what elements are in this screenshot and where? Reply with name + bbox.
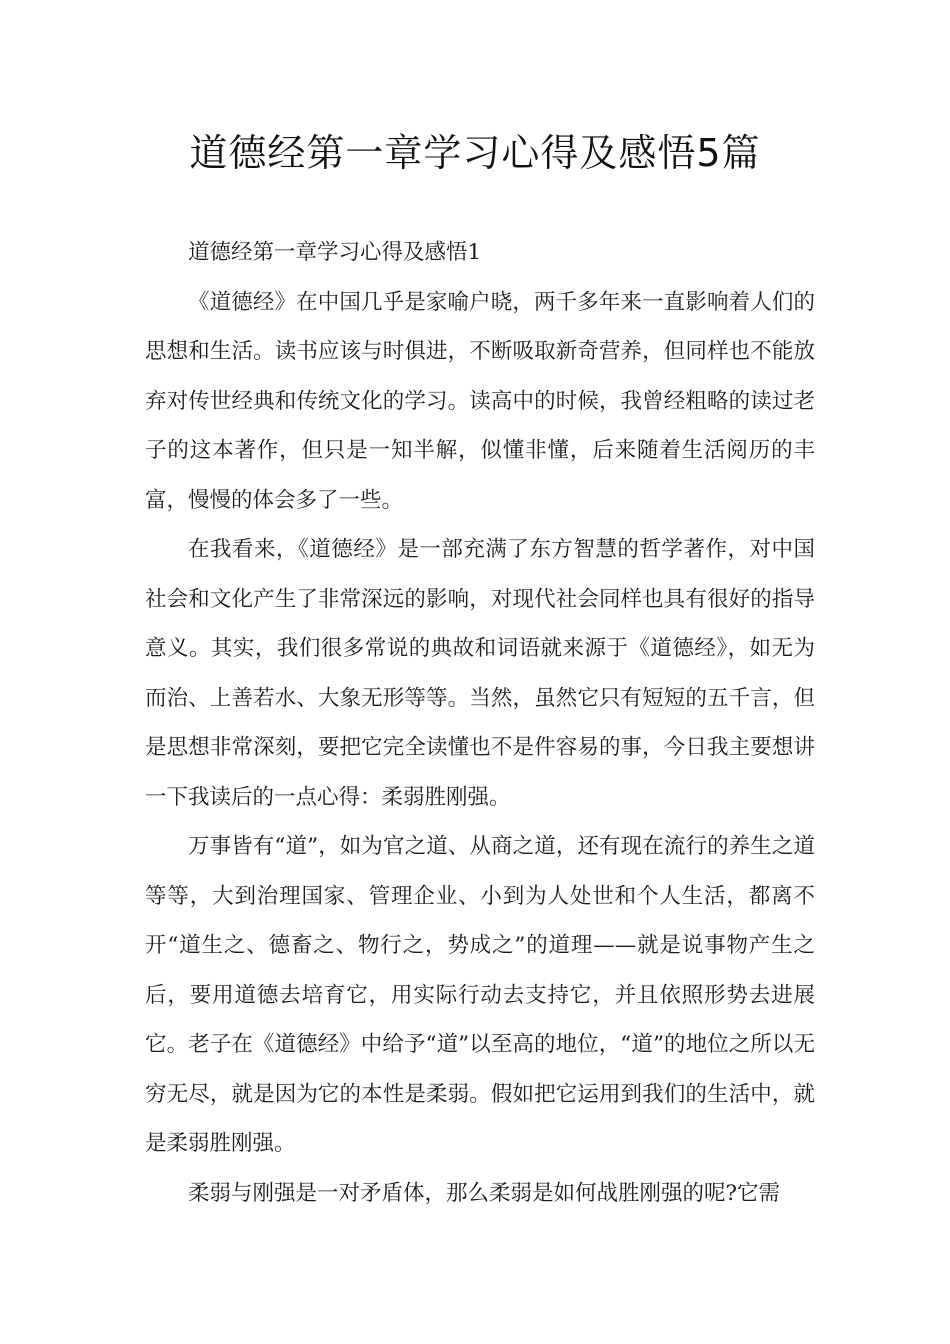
document-body [145,228,815,1218]
paragraph-1: 《道德经》在中国几乎是家喻户晓，两千多年来一直影响着人们的思想和生活。读书应该与时俱进，不断吸取新奇营养，但同样也不能放弃对传世经典和传统文化的学习。读高中的时候，我曾经粗略的读过老子的这本著作，但只是一知半解，似懂非懂，后来随着生活阅历的丰富，慢慢的体会多了一些。 [145,289,815,513]
paragraph-4: 柔弱与刚强是一对矛盾体，那么柔弱是如何战胜刚强的呢?它需 [188,1180,781,1206]
paragraph-3: 万事皆有“道”，如为官之道、从商之道，还有现在流行的养生之道等等，大到治理国家、管理企业、小到为人处世和个人生活，都离不开“道生之、德畜之、物行之，势成之”的道理——就是说事物产生之后，要用道德去培育它，用实际行动去支持它，并且依照形势去进展它。老子在《道德经》中给予“道”以至高的地位，“道”的地位之所以无穷无尽，就是因为它的本性是柔弱。假如把它运用到我们的生活中，就是柔弱胜刚强。 [145,834,815,1156]
document-title: 道德经第一章学习心得及感悟5篇 [189,131,761,175]
section-heading: 道德经第一章学习心得及感悟1 [188,240,482,265]
paragraph-2: 在我看来，《道德经》是一部充满了东方智慧的哲学著作，对中国社会和文化产生了非常深远的影响，对现代社会同样也具有很好的指导意义。其实，我们很多常说的典故和词语就来源于《道德经》，如无为而治、上善若水、大象无形等等。当然，虽然它只有短短的五千言，但是思想非常深刻，要把它完全读懂也不是件容易的事，今日我主要想讲一下我读后的一点心得：柔弱胜刚强。 [145,537,815,810]
